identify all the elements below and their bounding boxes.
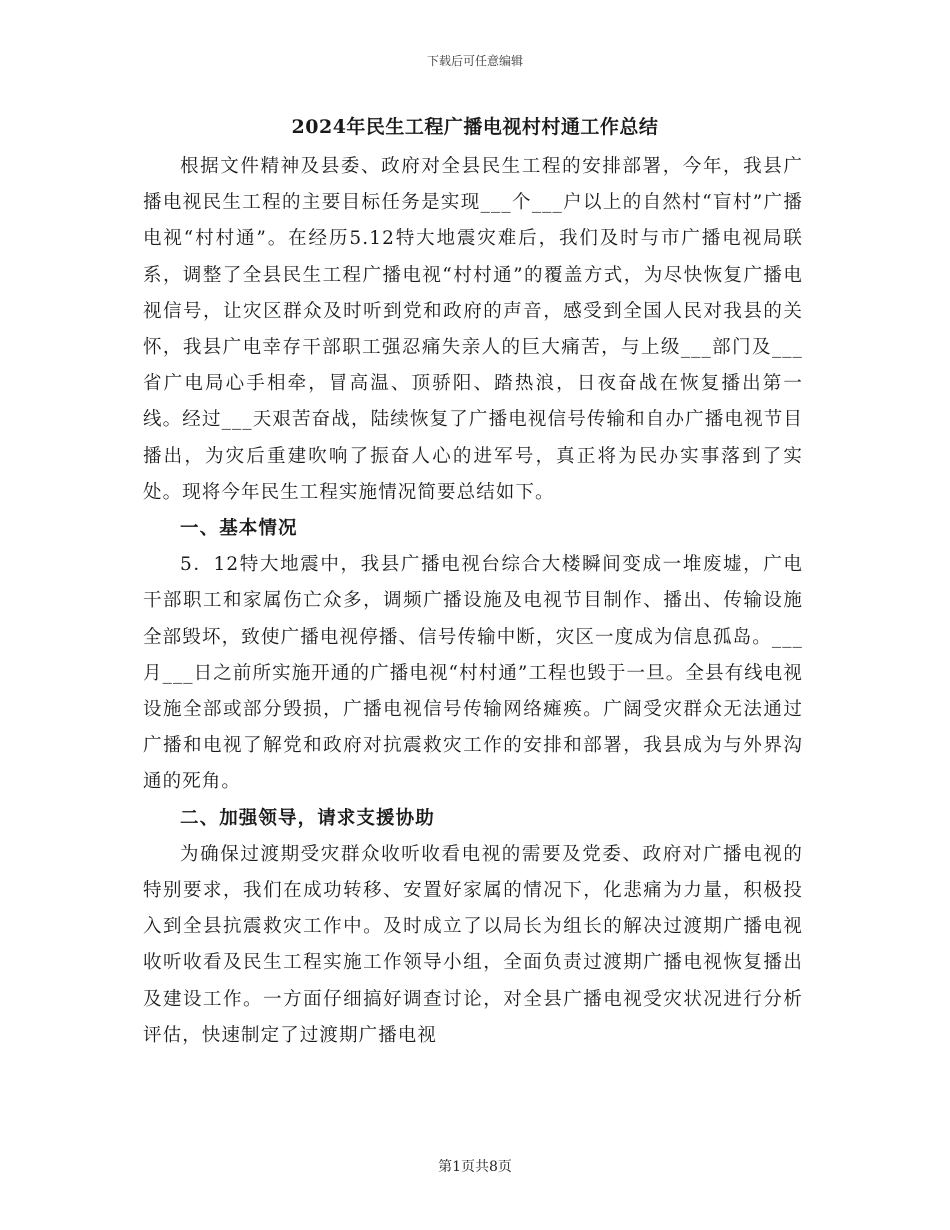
section-heading-basic-situation: 一、基本情况 xyxy=(180,518,298,540)
intro-paragraph: 根据文件精神及县委、政府对全县民生工程的安排部署，今年，我县广播电视民生工程的主要目标任务是实现___个___户以上的自然村“盲村”广播电视“村村通”。在经历5.12特大地震灾难后，我们及时与市广播电视局联系，调整了全县民生工程广播电视“村村通”的覆盖方式，为尽快恢复广播电视信号，让灾区群众及时听到党和政府的声音，感受到全国人民对我县的关怀，我县广电幸存干部职工强忍痛失亲人的巨大痛苦，与上级___部门及___省广电局心手相牵，冒高温、顶骄阳、踏热浪，日夜奋战在恢复播出第一线。经过___天艰苦奋战，陆续恢复了广播电视信号传输和自办广播电视节目播出，为灾后重建吹响了振奋人心的进军号，真正将为民办实事落到了实处。现将今年民生工程实施情况简要总结如下。 xyxy=(143,156,803,503)
page-header-note: 下载后可任意编辑 xyxy=(426,54,523,68)
basic-situation-paragraph: 5．12特大地震中，我县广播电视台综合大楼瞬间变成一堆废墟，广电干部职工和家属伤亡众多，调频广播设施及电视节目制作、播出、传输设施全部毁坏，致使广播电视停播、信号传输中断，灾区一度成为信息孤岛。___月___日之前所实施开通的广播电视“村村通”工程也毁于一旦。全县有线电视设施全部或部分毁损，广播电视信号传输网络瘫痪。广阔受灾群众无法通过广播和电视了解党和政府对抗震救灾工作的安排和部署，我县成为与外界沟通的死角。 xyxy=(143,554,803,793)
document-body xyxy=(143,149,803,1054)
leadership-paragraph: 为确保过渡期受灾群众收听收看电视的需要及党委、政府对广播电视的特别要求，我们在成功转移、安置好家属的情况下，化悲痛为力量，积极投入到全县抗震救灾工作中。及时成立了以局长为组长的解决过渡期广播电视收听收看及民生工程实施工作领导小组，全面负责过渡期广播电视恢复播出及建设工作。一方面仔细搞好调查讨论，对全县广播电视受灾状况进行分析评估，快速制定了过渡期广播电视 xyxy=(143,843,803,1046)
document-title: 2024年民生工程广播电视村村通工作总结 xyxy=(291,116,659,138)
section-heading-leadership: 二、加强领导，请求支援协助 xyxy=(180,807,435,829)
page-number: 第1页共8页 xyxy=(438,1159,512,1175)
